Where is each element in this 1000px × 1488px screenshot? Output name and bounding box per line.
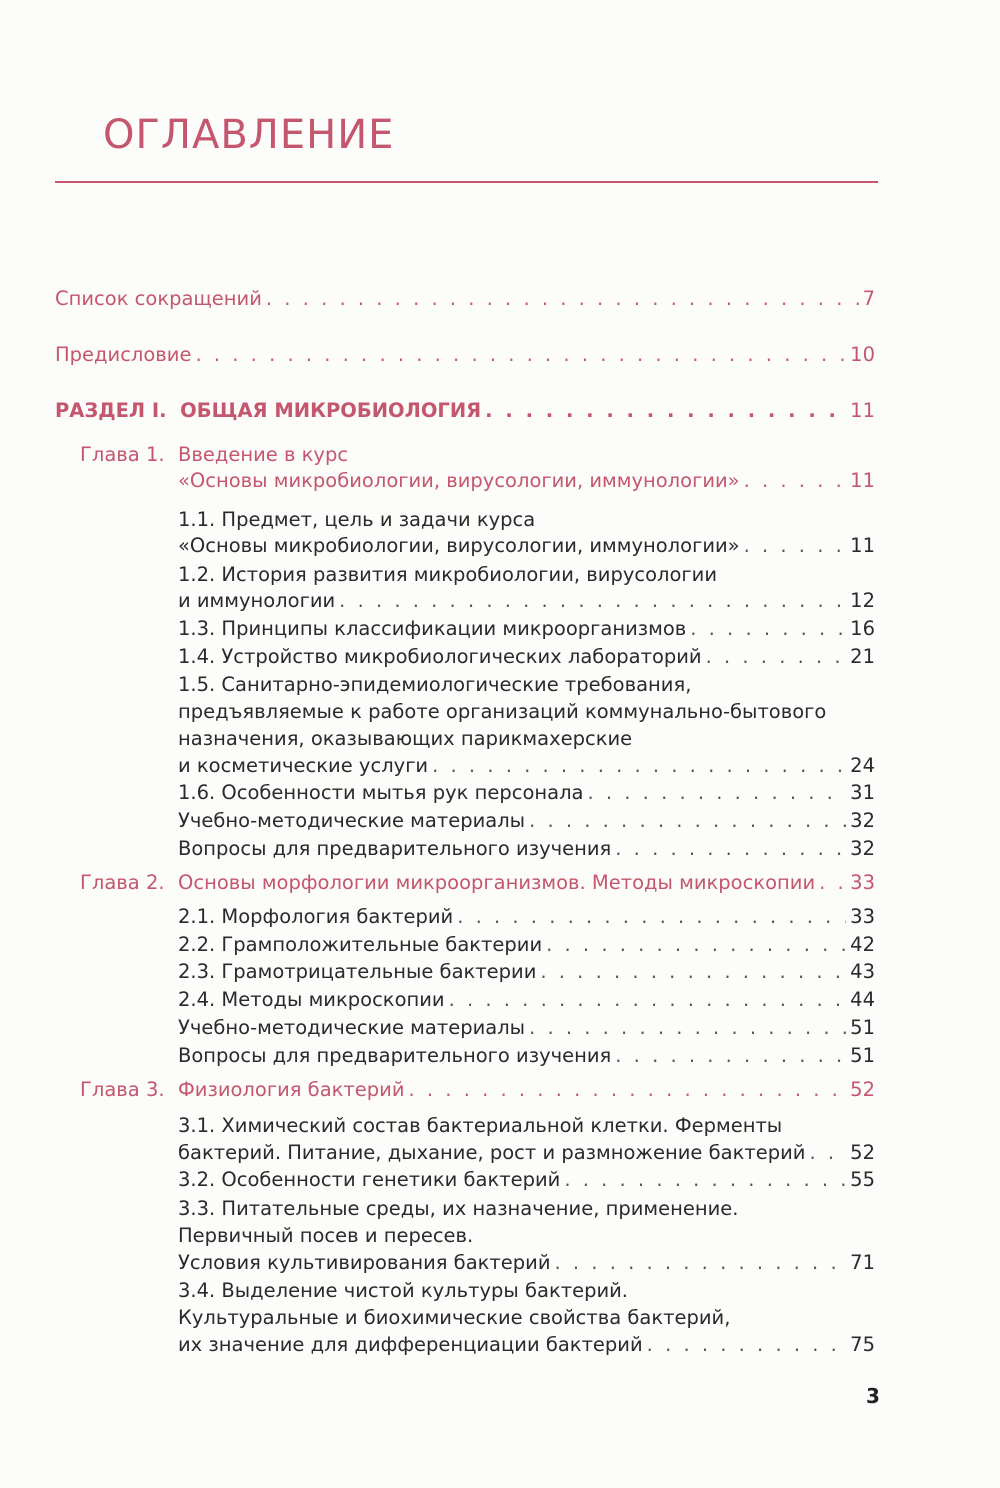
toc-item-2-3[interactable]: 2.3. Грамотрицательные бактерии . . . 43 — [178, 958, 875, 986]
toc-line: предъявляемые к работе организаций коммунально-бытового — [178, 700, 827, 723]
toc-item-1-3[interactable]: 1.3. Принципы классификации микроорганизмов . . . 16 — [178, 615, 875, 643]
toc-item-3-1[interactable]: бактерий. Питание, дыхание, рост и размножение бактерий . . . 52 — [178, 1139, 875, 1167]
toc-item-1-5[interactable]: и косметические услуги . . . 24 — [178, 752, 875, 780]
toc-line: 3.1. Химический состав бактериальной клетки. Ферменты — [178, 1114, 783, 1137]
page-ref: 12 — [850, 589, 875, 612]
toc-line: назначения, оказывающих парикмахерские — [178, 727, 633, 750]
page-number: 3 — [866, 1384, 880, 1408]
toc-item-1-materials[interactable]: Учебно-методические материалы . . . 32 — [178, 807, 875, 835]
chapter-2-label: Глава 2. — [80, 871, 165, 894]
toc-item-2-2[interactable]: 2.2. Грамположительные бактерии . . . 42 — [178, 931, 875, 959]
toc-item-2-1[interactable]: 2.1. Морфология бактерий . . . 33 — [178, 903, 875, 931]
page-ref: 52 — [850, 1078, 875, 1101]
toc-item-3-2[interactable]: 3.2. Особенности генетики бактерий . . . 55 — [178, 1166, 875, 1194]
page-ref: 21 — [850, 645, 875, 668]
page-ref: 31 — [850, 781, 875, 804]
toc-line: 1.5. Санитарно-эпидемиологические требования, — [178, 673, 692, 696]
page-ref: 52 — [850, 1141, 875, 1164]
chapter-3-label: Глава 3. — [80, 1078, 165, 1101]
toc-item-1-questions[interactable]: Вопросы для предварительного изучения . . . 32 — [178, 835, 875, 863]
toc-item-1-1[interactable]: «Основы микробиологии, вирусологии, иммунологии» . . . 11 — [178, 532, 875, 560]
page-ref: 42 — [850, 933, 875, 956]
page-ref: 11 — [850, 534, 875, 557]
toc-item-2-questions[interactable]: Вопросы для предварительного изучения . . . 51 — [178, 1042, 875, 1070]
toc-line: 1.1. Предмет, цель и задачи курса — [178, 508, 536, 531]
toc-chapter-2[interactable]: Основы морфологии микроорганизмов. Методы микроскопии . . . 33 — [178, 869, 875, 897]
page-ref: 44 — [850, 988, 875, 1011]
toc-line: 1.2. История развития микробиологии, вирусологии — [178, 563, 718, 586]
page-ref: 75 — [850, 1333, 875, 1356]
section-title: ОБЩАЯ МИКРОБИОЛОГИЯ — [180, 399, 482, 422]
toc-entry-abbreviations[interactable]: Список сокращений . . . 7 — [55, 285, 875, 313]
toc-item-1-4[interactable]: 1.4. Устройство микробиологических лабораторий . . . 21 — [178, 643, 875, 671]
page-ref: 33 — [850, 905, 875, 928]
page-title: ОГЛАВЛЕНИЕ — [103, 112, 395, 158]
toc-item-3-3[interactable]: Условия культивирования бактерий . . . 71 — [178, 1249, 875, 1277]
toc-item-2-4[interactable]: 2.4. Методы микроскопии . . . 44 — [178, 986, 875, 1014]
toc-chapter-1[interactable]: «Основы микробиологии, вирусологии, иммунологии» . . . 11 — [178, 467, 875, 495]
page-ref: 71 — [850, 1251, 875, 1274]
toc-item-2-materials[interactable]: Учебно-методические материалы . . . 51 — [178, 1014, 875, 1042]
toc-item-3-4[interactable]: их значение для дифференциации бактерий . . . 75 — [178, 1331, 875, 1359]
toc-item-1-2[interactable]: и иммунологии . . . 12 — [178, 587, 875, 615]
toc-line: Первичный посев и пересев. — [178, 1224, 474, 1247]
toc-line: Культуральные и биохимические свойства бактерий, — [178, 1306, 731, 1329]
chapter-1-label: Глава 1. — [80, 443, 165, 466]
page-ref: 33 — [850, 871, 875, 894]
title-rule — [55, 181, 878, 183]
page-ref: 32 — [850, 809, 875, 832]
toc-line: 3.3. Питательные среды, их назначение, применение. — [178, 1197, 739, 1220]
page-ref: 11 — [850, 469, 875, 492]
page-ref: 7 — [862, 287, 875, 310]
page-ref: 55 — [850, 1168, 875, 1191]
toc-line: 3.4. Выделение чистой культуры бактерий. — [178, 1279, 628, 1302]
toc-item-1-6[interactable]: 1.6. Особенности мытья рук персонала . . . 31 — [178, 779, 875, 807]
page-ref: 24 — [850, 754, 875, 777]
page-ref: 10 — [850, 343, 875, 366]
chapter-1-title-line1: Введение в курс — [178, 443, 349, 466]
toc-section-1[interactable] — [55, 397, 875, 425]
page-ref: 11 — [850, 399, 875, 422]
page-ref: 32 — [850, 837, 875, 860]
page-ref: 51 — [850, 1044, 875, 1067]
page-ref: 16 — [850, 617, 875, 640]
toc-entry-preface[interactable]: Предисловие . . . 10 — [55, 341, 875, 369]
page-ref: 43 — [850, 960, 875, 983]
section-label: РАЗДЕЛ I. — [55, 399, 167, 422]
page-ref: 51 — [850, 1016, 875, 1039]
toc-chapter-3[interactable]: Физиология бактерий . . . 52 — [178, 1076, 875, 1104]
